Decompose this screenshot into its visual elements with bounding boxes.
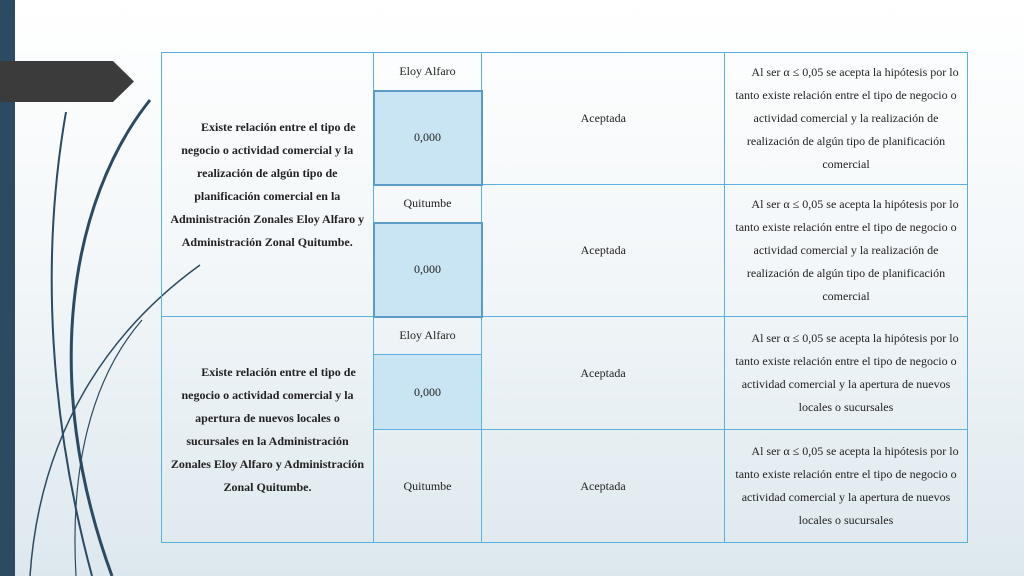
decision-cell: Aceptada <box>482 53 725 185</box>
zone-cell: Eloy Alfaro <box>374 317 482 355</box>
significance-value-cell: 0,000 <box>374 355 482 430</box>
arrow-tab-shape <box>0 61 134 102</box>
conclusion-cell <box>725 317 968 430</box>
decision-cell: Aceptada <box>482 430 725 543</box>
zone-cell: Eloy Alfaro <box>374 53 482 91</box>
zone-cell: Quitumbe <box>374 430 482 543</box>
table-row <box>162 53 968 91</box>
significance-value-cell: 0,000 <box>374 91 482 185</box>
significance-value-cell: 0,000 <box>374 223 482 317</box>
hypothesis-text: Existe relación entre el tipo de negocio o actividad comercial y la apertura de nuevos locales o sucursales en la Administración Zonales Eloy Alfaro y Administración Zonal Quitumbe. <box>170 364 365 494</box>
conclusion-text: Al ser α ≤ 0,05 se acepta la hipótesis por lo tanto existe relación entre el tipo de negocio o actividad comercial y la apertura de nuevos locales o sucursales <box>735 444 959 527</box>
hypothesis-cell <box>162 53 374 317</box>
hypothesis-cell <box>162 317 374 543</box>
decision-cell: Aceptada <box>482 185 725 317</box>
conclusion-cell <box>725 185 968 317</box>
hypothesis-results-table <box>161 52 968 543</box>
conclusion-text: Al ser α ≤ 0,05 se acepta la hipótesis por lo tanto existe relación entre el tipo de negocio o actividad comercial y la realización de realización de algún tipo de planificación comercial <box>735 65 959 171</box>
conclusion-text: Al ser α ≤ 0,05 se acepta la hipótesis por lo tanto existe relación entre el tipo de negocio o actividad comercial y la apertura de nuevos locales o sucursales <box>735 331 959 414</box>
decision-cell: Aceptada <box>482 317 725 430</box>
conclusion-text: Al ser α ≤ 0,05 se acepta la hipótesis por lo tanto existe relación entre el tipo de negocio o actividad comercial y la realización de realización de algún tipo de planificación comercial <box>735 197 959 303</box>
zone-cell: Quitumbe <box>374 185 482 223</box>
conclusion-cell <box>725 430 968 543</box>
hypothesis-text: Existe relación entre el tipo de negocio o actividad comercial y la realización de algún tipo de planificación comercial en la Administración Zonales Eloy Alfaro y Administración Zonal Quitumbe. <box>170 119 365 249</box>
conclusion-cell <box>725 53 968 185</box>
table-row <box>162 317 968 355</box>
